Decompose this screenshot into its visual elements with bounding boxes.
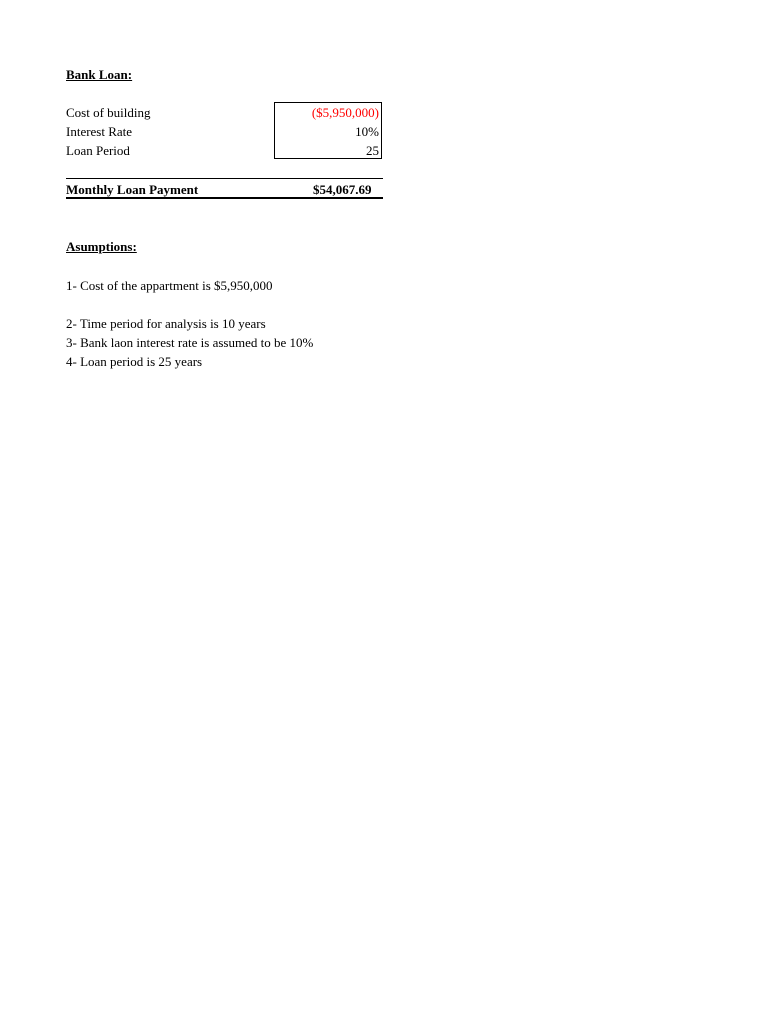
monthly-loan-payment-label: Monthly Loan Payment xyxy=(66,182,199,197)
result-bottom-border xyxy=(66,197,383,199)
interest-rate-label: Interest Rate xyxy=(66,124,133,139)
assumption-item: 4- Loan period is 25 years xyxy=(66,354,203,369)
loan-period-label: Loan Period xyxy=(66,143,130,158)
assumptions-heading: Asumptions: xyxy=(66,239,137,254)
cost-of-building-label: Cost of building xyxy=(66,105,151,120)
input-values-box xyxy=(274,102,382,159)
assumption-item: 2- Time period for analysis is 10 years xyxy=(66,316,266,331)
assumption-item: 1- Cost of the appartment is $5,950,000 xyxy=(66,278,273,293)
bank-loan-heading: Bank Loan: xyxy=(66,67,133,82)
monthly-loan-payment-value[interactable]: $54,067.69 xyxy=(313,182,372,197)
cost-of-building-value[interactable]: ($5,950,000) xyxy=(311,105,379,120)
loan-period-value[interactable]: 25 xyxy=(366,143,379,158)
interest-rate-value[interactable]: 10% xyxy=(355,124,379,139)
assumption-item: 3- Bank laon interest rate is assumed to be 10% xyxy=(66,335,314,350)
result-top-border xyxy=(66,178,383,179)
